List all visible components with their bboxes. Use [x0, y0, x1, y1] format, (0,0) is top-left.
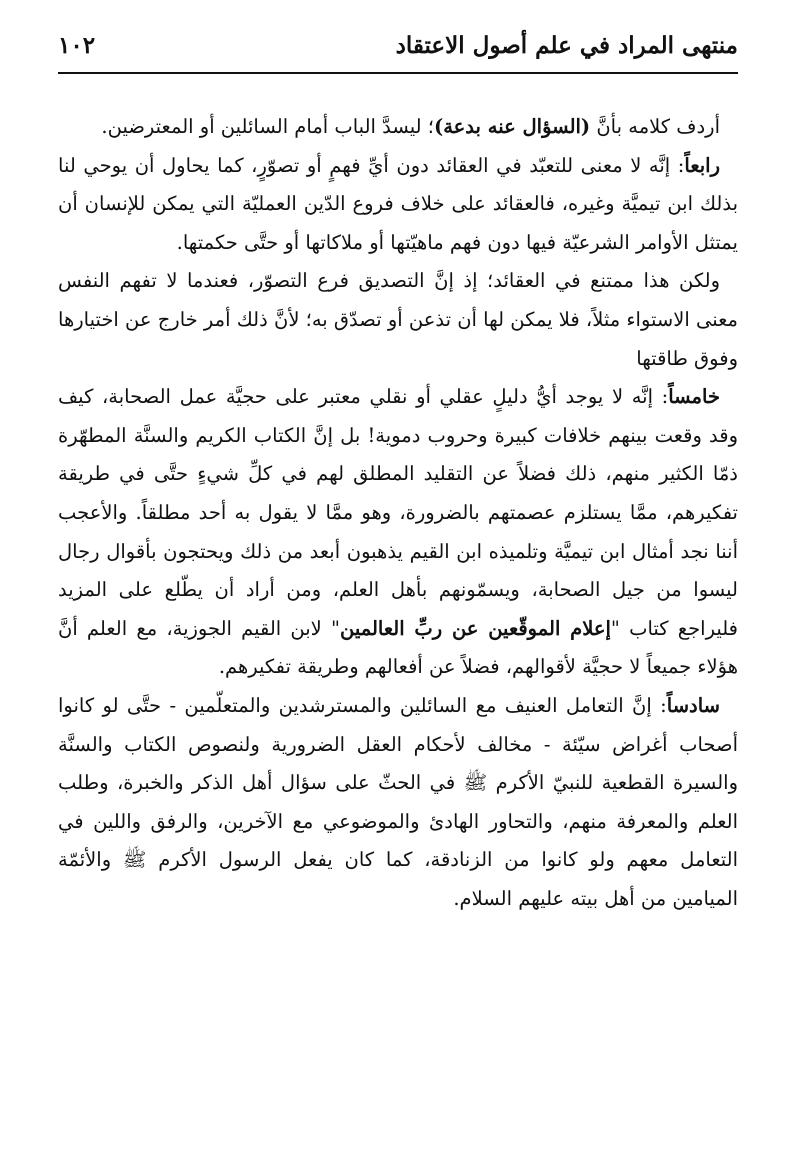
quoted-phrase: (السؤال عنه بدعة) — [433, 115, 591, 138]
running-title: منتهى المراد في علم أصول الاعتقاد — [395, 32, 738, 59]
paragraph-2-text: : إنَّه لا معنى للتعبّد في العقائد دون أيِّ فهمٍ أو تصوّرٍ، كما يحاول أن يوحي لنا بذلك ابن تيميَّة وغيره، فالعقائد على خلاف فروع الدّين العمليّة التي يمكن للإنسان أن يمتثل الأوامر الشرعيّة فيها دون فهم ماهيّتها أو ملاكاتها أو حتَّى حكمتها. — [58, 153, 738, 254]
paragraph-4-text-a: : إنَّه لا يوجد أيُّ دليلٍ عقلي أو نقلي معتبر على حجيَّة عمل الصحابة، كيف وقد وقعت بينهم خلافات كبيرة وحروب دموية! بل إنَّ الكتاب الكريم والسنَّة المطهّرة ذمّا الكثير منهم، ذلك فضلاً عن التقليد المطلق لهم في كلِّ شيءٍ حتَّى في طريقة تفكيرهم، ممَّا يستلزم عصمتهم بالضرورة، وهو ممَّا لا يقول به أحد مطلقاً. والأعجب أننا نجد أمثال ابن تيميَّة وتلميذه ابن القيم يذهبون أبعد من ذلك ويحتجون بأقوال رجال ليسوا من جيل الصحابة، ويسمّونهم بأهل العلم، ومن أراد أن يطّلع على المزيد فليراجع كتاب " — [58, 385, 739, 640]
lead-word-fifth: خامساً — [668, 385, 720, 409]
book-title: إعلام الموقّعين عن ربِّ العالمين — [339, 616, 611, 640]
paragraph-1 — [58, 108, 738, 147]
page-number: ١٠٢ — [58, 32, 96, 59]
paragraph-3: ولكن هذا ممتنع في العقائد؛ إذ إنَّ التصديق فرع التصوّر، فعندما لا تفهم النفس معنى الاستواء مثلاً، فلا يمكن لها أن تذعن أو تصدّق به؛ لأنَّ ذلك أمر خارج عن اختيارها وفوق طاقتها — [58, 269, 738, 370]
paragraph-5 — [58, 687, 738, 919]
paragraph-4 — [58, 378, 738, 687]
paragraph-5-text: : إنَّ التعامل العنيف مع السائلين والمسترشدين والمتعلّمين - حتَّى لو كانوا أصحاب أغراض سيّئة - مخالف لأحكام العقل الضرورية ولنصوص الكتاب والسنَّة والسيرة القطعية للنبيّ الأكرم ﷺ في الحثّ على سؤال أهل الذكر والخبرة، وطلب العلم والمعرفة منهم، والتحاور الهادئ والموضوعي مع الآخرين، والرفق واللين في التعامل معهم ولو كانوا من الزنادقة، كما كان يفعل الرسول الأكرم ﷺ والأئمّة الميامين من أهل بيته عليهم السلام. — [58, 693, 738, 910]
paragraph-4-text-c: " لابن القيم الجوزية، مع العلم أنَّ هؤلاء جميعاً لا حجيَّة لأقوالهم، فضلاً عن أفعالهم وطريقة تفكيرهم. — [58, 616, 738, 679]
page-header — [58, 22, 738, 74]
lead-word-sixth: سادساً — [666, 693, 720, 717]
paragraph-1-text-a: أردف كلامه بأنَّ — [590, 115, 720, 138]
paragraph-1-text-c: ؛ ليسدَّ الباب أمام السائلين أو المعترضين. — [101, 115, 434, 138]
lead-word-fourth: رابعاً — [684, 153, 720, 177]
body-text — [58, 108, 738, 918]
paragraph-2 — [58, 147, 738, 263]
